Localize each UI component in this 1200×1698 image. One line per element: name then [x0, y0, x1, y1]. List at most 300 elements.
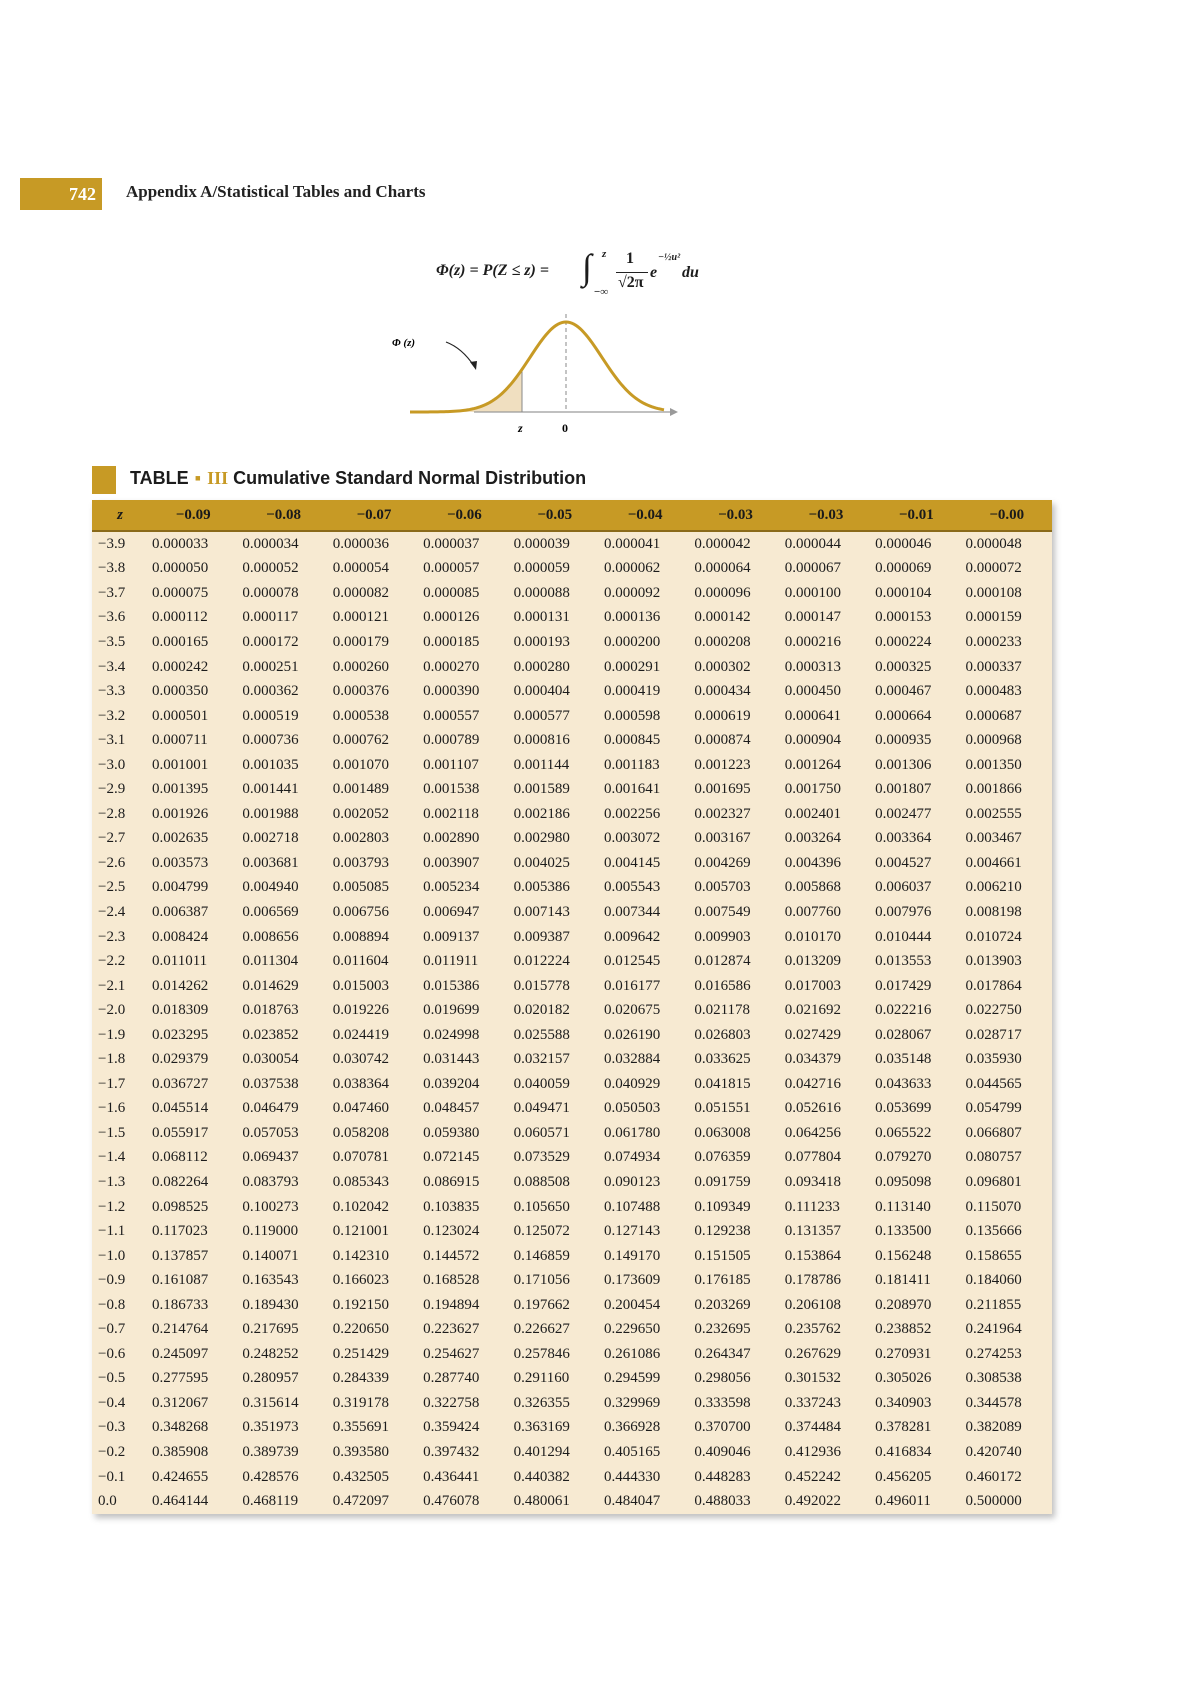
probability-cell: 0.000044 [784, 535, 841, 552]
probability-cell: 0.344578 [965, 1394, 1022, 1411]
table-row [92, 1342, 1052, 1367]
probability-cell: 0.004025 [513, 854, 570, 871]
probability-cell: 0.420740 [965, 1444, 1022, 1460]
z-value-cell: −0.5 [98, 1370, 126, 1387]
z-value-cell: −1.6 [98, 1100, 126, 1117]
probability-cell: 0.000048 [965, 535, 1022, 552]
probability-cell: 0.000159 [965, 609, 1022, 626]
table-header-row [92, 500, 1052, 531]
probability-cell: 0.009903 [694, 928, 751, 945]
probability-cell: 0.000904 [784, 732, 841, 749]
probability-cell: 0.004396 [784, 854, 841, 871]
probability-cell: 0.168528 [423, 1272, 480, 1289]
normal-curve [410, 322, 664, 412]
probability-cell: 0.007549 [694, 903, 751, 920]
probability-cell: 0.166023 [332, 1272, 390, 1289]
table-body [92, 531, 1052, 1514]
probability-cell: 0.005386 [513, 879, 570, 896]
probability-cell: 0.102042 [332, 1198, 390, 1215]
z-value-cell: −3.4 [98, 658, 126, 675]
probability-cell: 0.002052 [332, 805, 390, 822]
probability-cell: 0.003907 [423, 854, 480, 871]
probability-cell: 0.045514 [152, 1100, 209, 1117]
probability-cell: 0.021178 [694, 1002, 751, 1019]
table-row [92, 704, 1052, 729]
probability-cell: 0.301532 [784, 1370, 841, 1387]
probability-cell: 0.015778 [513, 977, 570, 994]
probability-cell: 0.005543 [603, 879, 661, 896]
probability-cell: 0.319178 [332, 1394, 390, 1411]
probability-cell: 0.113140 [875, 1198, 931, 1215]
z-value-cell: −1.9 [98, 1026, 126, 1043]
probability-cell: 0.003072 [603, 830, 661, 847]
probability-cell: 0.005703 [694, 879, 751, 896]
z-value-cell: −3.7 [98, 584, 126, 601]
probability-cell: 0.036727 [152, 1075, 209, 1092]
probability-cell: 0.223627 [423, 1321, 480, 1338]
probability-cell: 0.001350 [965, 756, 1022, 773]
probability-cell: 0.251429 [332, 1345, 390, 1362]
probability-cell: 0.326355 [513, 1394, 570, 1411]
table-row [92, 1489, 1052, 1514]
probability-cell: 0.055917 [152, 1124, 209, 1141]
probability-cell: 0.000935 [875, 732, 932, 749]
probability-cell: 0.184060 [965, 1272, 1022, 1289]
probability-cell: 0.287740 [423, 1370, 480, 1387]
probability-cell: 0.492022 [784, 1493, 841, 1510]
probability-cell: 0.000121 [332, 609, 390, 626]
probability-cell: 0.001264 [784, 756, 841, 773]
probability-cell: 0.000313 [784, 658, 841, 675]
probability-cell: 0.003681 [242, 854, 299, 871]
z-value-cell: −2.6 [98, 854, 126, 871]
z-value-cell: −3.3 [98, 683, 126, 700]
probability-cell: 0.003364 [875, 830, 932, 847]
probability-cell: 0.019699 [423, 1002, 480, 1019]
probability-cell: 0.044565 [965, 1075, 1022, 1092]
probability-cell: 0.456205 [875, 1468, 932, 1485]
probability-cell: 0.001107 [423, 756, 479, 773]
probability-cell: 0.026803 [694, 1026, 751, 1043]
z-value-cell: −2.5 [98, 879, 126, 896]
probability-cell: 0.000501 [152, 707, 209, 724]
probability-cell: 0.010724 [965, 928, 1022, 945]
probability-cell: 0.000052 [242, 560, 299, 577]
probability-cell: 0.003793 [332, 854, 390, 871]
z-value-cell: −1.2 [98, 1198, 126, 1215]
table-row [92, 1097, 1052, 1122]
integral-upper-limit: z [602, 248, 607, 260]
table-row [92, 1146, 1052, 1171]
probability-cell: 0.200454 [603, 1296, 661, 1313]
table-row [92, 655, 1052, 680]
probability-cell: 0.363169 [513, 1419, 570, 1436]
probability-cell: 0.000147 [784, 609, 841, 626]
probability-cell: 0.000419 [603, 683, 661, 700]
z-value-cell: −1.1 [98, 1223, 126, 1240]
probability-cell: 0.206108 [784, 1296, 841, 1313]
probability-cell: 0.001538 [423, 781, 480, 798]
column-header: −0.08 [238, 500, 328, 531]
probability-cell: 0.000816 [513, 732, 570, 749]
probability-cell: 0.002327 [694, 805, 751, 822]
z-value-cell: −0.4 [98, 1394, 126, 1411]
probability-cell: 0.340903 [875, 1394, 932, 1411]
probability-cell: 0.002477 [875, 805, 932, 822]
probability-cell: 0.000193 [513, 633, 570, 650]
probability-cell: 0.464144 [152, 1493, 209, 1510]
probability-cell: 0.000096 [694, 584, 751, 601]
table-row [92, 630, 1052, 655]
probability-cell: 0.194894 [423, 1296, 480, 1313]
probability-cell: 0.019226 [332, 1002, 390, 1019]
table-row [92, 998, 1052, 1023]
probability-cell: 0.023295 [152, 1026, 209, 1043]
z-value-cell: −3.9 [98, 535, 126, 552]
probability-cell: 0.012874 [694, 953, 751, 970]
probability-cell: 0.000059 [513, 560, 570, 577]
probability-cell: 0.000270 [423, 658, 480, 675]
probability-cell: 0.049471 [513, 1100, 570, 1117]
integral-lower-limit: −∞ [594, 286, 609, 298]
z-value-cell: −3.6 [98, 609, 126, 626]
probability-cell: 0.004145 [603, 854, 661, 871]
table-row [92, 1391, 1052, 1416]
probability-cell: 0.000041 [603, 535, 661, 552]
z-value-cell: −0.1 [98, 1468, 126, 1485]
probability-cell: 0.000434 [694, 683, 751, 700]
probability-cell: 0.000325 [875, 658, 932, 675]
probability-cell: 0.016586 [694, 977, 751, 994]
pointer-arrow-icon [470, 361, 477, 370]
probability-cell: 0.135666 [965, 1223, 1022, 1240]
probability-cell: 0.009642 [603, 928, 661, 945]
probability-cell: 0.158655 [965, 1247, 1022, 1264]
probability-cell: 0.280957 [242, 1370, 299, 1387]
probability-cell: 0.001926 [152, 805, 209, 822]
probability-cell: 0.032157 [513, 1051, 570, 1068]
probability-cell: 0.355691 [332, 1419, 390, 1436]
probability-cell: 0.070781 [332, 1149, 390, 1166]
z-value-cell: −2.3 [98, 928, 126, 945]
probability-cell: 0.000233 [965, 633, 1022, 650]
table-row [92, 753, 1052, 778]
probability-cell: 0.048457 [423, 1100, 480, 1117]
probability-cell: 0.476078 [423, 1493, 480, 1510]
probability-cell: 0.000050 [152, 560, 209, 577]
probability-cell: 0.061780 [603, 1124, 661, 1141]
table-row [92, 974, 1052, 999]
probability-cell: 0.047460 [332, 1100, 390, 1117]
z-value-cell: −3.8 [98, 560, 126, 577]
probability-cell: 0.043633 [875, 1075, 932, 1092]
probability-cell: 0.176185 [694, 1272, 751, 1289]
probability-cell: 0.238852 [875, 1321, 932, 1338]
probability-cell: 0.010444 [875, 928, 932, 945]
normal-curve-svg [392, 300, 740, 440]
probability-cell: 0.000874 [694, 732, 751, 749]
probability-cell: 0.294599 [603, 1370, 661, 1387]
probability-cell: 0.480061 [513, 1493, 570, 1510]
z-value-cell: −3.5 [98, 633, 126, 650]
probability-cell: 0.226627 [513, 1321, 570, 1338]
probability-cell: 0.007760 [784, 903, 841, 920]
probability-cell: 0.235762 [784, 1321, 841, 1338]
probability-cell: 0.333598 [694, 1394, 751, 1411]
z-value-cell: −0.8 [98, 1296, 126, 1313]
column-header: −0.05 [510, 500, 600, 531]
probability-cell: 0.069437 [242, 1149, 299, 1166]
probability-cell: 0.035930 [965, 1051, 1022, 1068]
probability-cell: 0.000789 [423, 732, 480, 749]
probability-cell: 0.137857 [152, 1247, 209, 1264]
probability-cell: 0.000291 [603, 658, 661, 675]
probability-cell: 0.432505 [332, 1468, 390, 1485]
probability-cell: 0.000280 [513, 658, 570, 675]
probability-cell: 0.040059 [513, 1075, 570, 1092]
probability-cell: 0.068112 [152, 1149, 208, 1166]
z-value-cell: −1.8 [98, 1051, 126, 1068]
probability-cell: 0.014629 [242, 977, 299, 994]
probability-cell: 0.003264 [784, 830, 841, 847]
probability-cell: 0.192150 [332, 1296, 390, 1313]
probability-cell: 0.329969 [603, 1394, 661, 1411]
probability-cell: 0.000039 [513, 535, 570, 552]
column-header: −0.07 [329, 500, 419, 531]
probability-cell: 0.003573 [152, 854, 209, 871]
probability-cell: 0.000153 [875, 609, 932, 626]
probability-cell: 0.002555 [965, 805, 1022, 822]
probability-cell: 0.001183 [603, 756, 660, 773]
probability-cell: 0.001070 [332, 756, 390, 773]
probability-cell: 0.024419 [332, 1026, 390, 1043]
probability-cell: 0.103835 [423, 1198, 480, 1215]
probability-cell: 0.189430 [242, 1296, 299, 1313]
probability-cell: 0.073529 [513, 1149, 570, 1166]
table-row [92, 1268, 1052, 1293]
probability-cell: 0.000216 [784, 633, 841, 650]
probability-cell: 0.000390 [423, 683, 480, 700]
column-header-z: z [92, 500, 148, 531]
probability-cell: 0.000136 [603, 609, 661, 626]
probability-cell: 0.382089 [965, 1419, 1022, 1436]
table-row [92, 1219, 1052, 1244]
probability-cell: 0.004661 [965, 854, 1022, 871]
probability-cell: 0.393580 [332, 1444, 390, 1460]
table-title-text: Cumulative Standard Normal Distribution [233, 468, 587, 488]
probability-cell: 0.000260 [332, 658, 390, 675]
probability-cell: 0.428576 [242, 1468, 299, 1485]
probability-cell: 0.211855 [965, 1296, 1022, 1313]
probability-cell: 0.248252 [242, 1345, 299, 1362]
probability-cell: 0.083793 [242, 1173, 299, 1190]
probability-cell: 0.000085 [423, 584, 480, 601]
probability-cell: 0.086915 [423, 1173, 480, 1190]
probability-cell: 0.171056 [513, 1272, 570, 1289]
probability-cell: 0.021692 [784, 1002, 841, 1019]
probability-cell: 0.000200 [603, 633, 661, 650]
probability-cell: 0.000762 [332, 732, 390, 749]
probability-cell: 0.058208 [332, 1124, 390, 1141]
probability-cell: 0.267629 [784, 1345, 841, 1362]
probability-cell: 0.096801 [965, 1173, 1022, 1190]
probability-cell: 0.448283 [694, 1468, 751, 1485]
probability-cell: 0.000112 [152, 609, 208, 626]
probability-cell: 0.000034 [242, 535, 299, 552]
probability-cell: 0.214764 [152, 1321, 209, 1338]
table-row [92, 1047, 1052, 1072]
probability-cell: 0.359424 [423, 1419, 480, 1436]
table-row [92, 925, 1052, 950]
probability-cell: 0.000711 [152, 732, 208, 749]
probability-cell: 0.030054 [242, 1051, 299, 1068]
probability-cell: 0.163543 [242, 1272, 299, 1289]
probability-cell: 0.203269 [694, 1296, 751, 1313]
probability-cell: 0.023852 [242, 1026, 299, 1043]
probability-cell: 0.002890 [423, 830, 480, 847]
table-numeral: III [207, 468, 229, 488]
probability-cell: 0.270931 [875, 1345, 932, 1362]
table-row [92, 1440, 1052, 1465]
z-value-cell: −3.2 [98, 707, 126, 724]
probability-cell: 0.059380 [423, 1124, 480, 1141]
probability-cell: 0.002256 [603, 805, 661, 822]
probability-cell: 0.050503 [603, 1100, 661, 1117]
probability-cell: 0.015003 [332, 977, 390, 994]
integral-sign: ∫ [582, 247, 592, 287]
probability-cell: 0.186733 [152, 1296, 209, 1313]
probability-cell: 0.001641 [603, 781, 661, 798]
probability-cell: 0.052616 [784, 1100, 841, 1117]
probability-cell: 0.028067 [875, 1026, 932, 1043]
table-prefix: TABLE [130, 468, 189, 488]
table-row [92, 1465, 1052, 1490]
probability-cell: 0.000054 [332, 560, 390, 577]
probability-cell: 0.053699 [875, 1100, 932, 1117]
probability-cell: 0.077804 [784, 1149, 841, 1166]
probability-cell: 0.001144 [513, 756, 570, 773]
probability-cell: 0.000062 [603, 560, 661, 577]
z-value-cell: −1.7 [98, 1075, 126, 1092]
probability-cell: 0.001589 [513, 781, 570, 798]
probability-cell: 0.034379 [784, 1051, 841, 1068]
probability-cell: 0.013553 [875, 953, 932, 970]
probability-cell: 0.002718 [242, 830, 299, 847]
probability-cell: 0.366928 [603, 1419, 661, 1436]
cdf-formula [436, 247, 736, 298]
probability-cell: 0.274253 [965, 1345, 1022, 1362]
probability-cell: 0.000126 [423, 609, 480, 626]
probability-cell: 0.000037 [423, 535, 480, 552]
table-row [92, 1121, 1052, 1146]
probability-cell: 0.025588 [513, 1026, 570, 1043]
probability-cell: 0.264347 [694, 1345, 751, 1362]
probability-cell: 0.090123 [603, 1173, 661, 1190]
z-value-cell: −0.6 [98, 1345, 126, 1362]
z-value-cell: −1.5 [98, 1124, 126, 1141]
probability-cell: 0.038364 [332, 1075, 390, 1092]
z-value-cell: −2.1 [98, 977, 126, 994]
probability-cell: 0.000242 [152, 658, 209, 675]
column-header: −0.04 [600, 500, 690, 531]
probability-cell: 0.109349 [694, 1198, 751, 1215]
probability-cell: 0.111233 [784, 1198, 840, 1215]
probability-cell: 0.100273 [242, 1198, 299, 1215]
probability-cell: 0.079270 [875, 1149, 932, 1166]
table-row [92, 1244, 1052, 1269]
probability-cell: 0.002186 [513, 805, 570, 822]
probability-cell: 0.389739 [242, 1444, 299, 1460]
probability-cell: 0.261086 [603, 1345, 661, 1362]
probability-cell: 0.005868 [784, 879, 841, 896]
probability-cell: 0.095098 [875, 1173, 932, 1190]
table-row [92, 1072, 1052, 1097]
probability-cell: 0.017429 [875, 977, 932, 994]
probability-cell: 0.105650 [513, 1198, 570, 1215]
z-value-cell: −1.0 [98, 1247, 126, 1264]
probability-cell: 0.208970 [875, 1296, 932, 1313]
probability-cell: 0.029379 [152, 1051, 209, 1068]
probability-cell: 0.000108 [965, 584, 1022, 601]
probability-cell: 0.000117 [242, 609, 299, 626]
probability-cell: 0.000131 [513, 609, 570, 626]
probability-cell: 0.027429 [784, 1026, 841, 1043]
column-header: −0.00 [962, 500, 1052, 531]
probability-cell: 0.000208 [694, 633, 751, 650]
probability-cell: 0.022216 [875, 1002, 932, 1019]
probability-cell: 0.000046 [875, 535, 932, 552]
probability-cell: 0.000092 [603, 584, 661, 601]
probability-cell: 0.033625 [694, 1051, 751, 1068]
probability-cell: 0.378281 [875, 1419, 932, 1436]
probability-cell: 0.064256 [784, 1124, 841, 1141]
probability-cell: 0.018309 [152, 1002, 209, 1019]
table-row [92, 900, 1052, 925]
probability-cell: 0.020675 [603, 1002, 661, 1019]
probability-cell: 0.000185 [423, 633, 480, 650]
table-row [92, 581, 1052, 606]
probability-cell: 0.001489 [332, 781, 390, 798]
probability-cell: 0.051551 [694, 1100, 751, 1117]
fraction-bar [616, 272, 648, 273]
column-header: −0.03 [781, 500, 871, 531]
z-value-cell: −1.4 [98, 1149, 126, 1166]
probability-cell: 0.002118 [423, 805, 479, 822]
probability-cell: 0.013903 [965, 953, 1022, 970]
table-row [92, 851, 1052, 876]
probability-cell: 0.072145 [423, 1149, 480, 1166]
probability-cell: 0.500000 [965, 1493, 1022, 1510]
probability-cell: 0.009137 [423, 928, 480, 945]
probability-cell: 0.003167 [694, 830, 751, 847]
probability-cell: 0.337243 [784, 1394, 841, 1411]
axis-arrow-icon [670, 408, 678, 416]
probability-cell: 0.000251 [242, 658, 299, 675]
probability-cell: 0.000033 [152, 535, 209, 552]
probability-cell: 0.006569 [242, 903, 299, 920]
probability-cell: 0.117023 [152, 1223, 208, 1240]
probability-cell: 0.197662 [513, 1296, 570, 1313]
probability-cell: 0.030742 [332, 1051, 390, 1068]
probability-cell: 0.006756 [332, 903, 390, 920]
probability-cell: 0.000736 [242, 732, 299, 749]
probability-cell: 0.014262 [152, 977, 209, 994]
probability-cell: 0.119000 [242, 1223, 299, 1240]
probability-cell: 0.001807 [875, 781, 932, 798]
probability-cell: 0.060571 [513, 1124, 570, 1141]
z-value-cell: −0.3 [98, 1419, 126, 1436]
page-number: 742 [69, 183, 96, 204]
